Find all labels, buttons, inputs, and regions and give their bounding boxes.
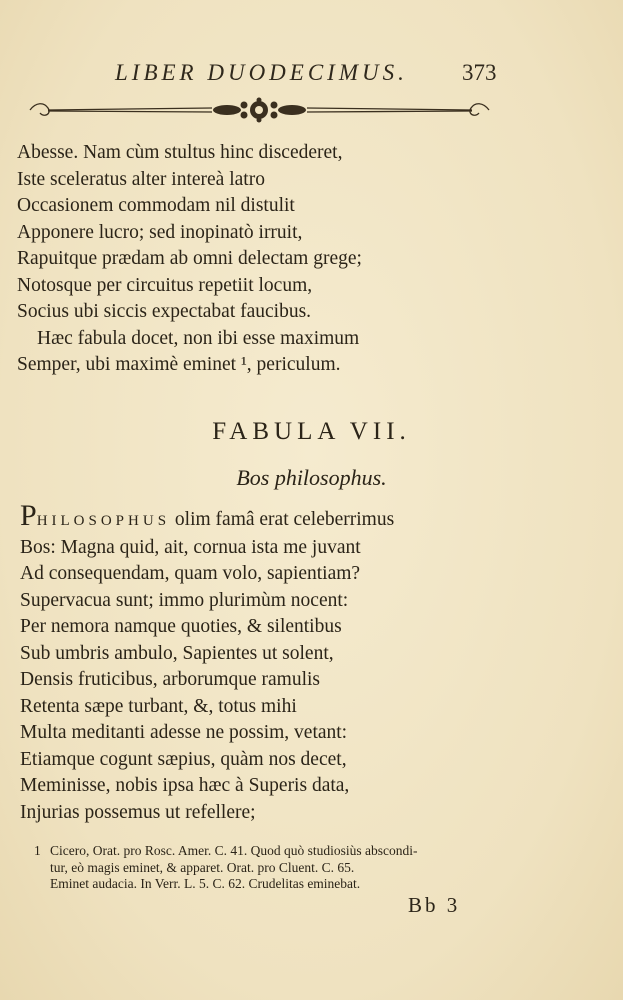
verse-line: Bos: Magna quid, ait, cornua ista me juvant — [20, 536, 361, 558]
signature-mark: Bb 3 — [408, 893, 461, 917]
footnote-line: Eminet audacia. In Verr. L. 5. C. 62. Crudelitas eminebat. — [50, 876, 361, 891]
moral-line: Semper, ubi maximè eminet ¹, periculum. — [17, 354, 341, 375]
footnote-marker: 1 — [34, 843, 41, 858]
verse-line: Retenta sæpe turbant, &, totus mihi — [20, 695, 297, 717]
moral-line: Hæc fabula docet, non ibi esse maximum — [37, 327, 360, 349]
verse-line: Socius ubi siccis expectabat faucibus. — [17, 301, 312, 322]
footnote-line: tur, eò magis eminet, & apparet. Orat. pro Cluent. C. 65. — [50, 859, 355, 875]
fable-title: FABULA VII. — [212, 418, 411, 445]
decorative-rule-ornament — [22, 96, 497, 124]
verse-line: Ad consequendam, quam volo, sapientiam? — [20, 563, 361, 584]
verse-line: Densis fruticibus, arborumque ramulis — [20, 669, 321, 690]
verse-line: Sub umbris ambulo, Sapientes ut solent, — [20, 642, 334, 664]
footnotes — [36, 843, 417, 893]
verse-line: Rapuitque prædam ab omni delectam grege; — [17, 248, 362, 269]
fable-first-line — [20, 499, 395, 535]
verse-line: Notosque per circuitus repetiit locum, — [17, 274, 313, 296]
verse-line: Multa meditanti adesse ne possim, vetant: — [20, 722, 348, 743]
fable-verse-block — [20, 499, 395, 826]
verse-line: Etiamque cogunt sæpius, quàm nos decet, — [20, 748, 347, 770]
verse-line: Supervacua sunt; immo plurimùm nocent: — [20, 589, 349, 611]
verse-line: Iste sceleratus alter intereà latro — [17, 168, 265, 190]
verse-line: Occasionem commodam nil distulit — [17, 195, 295, 216]
verse-line: Per nemora namque quoties, & silentibus — [20, 616, 342, 637]
preceding-verse-block — [17, 140, 362, 379]
running-head — [0, 58, 623, 90]
fable-subtitle: Bos philosophus. — [236, 465, 387, 490]
verse-line: Apponere lucro; sed inopinatò irruit, — [17, 221, 303, 243]
verse-line: Abesse. Nam cùm stultus hinc discederet, — [17, 142, 343, 163]
verse-line: Meminisse, nobis ipsa hæc à Superis data, — [20, 775, 350, 796]
drop-cap: P — [20, 499, 37, 532]
running-title: LIBER DUODECIMUS. — [115, 60, 408, 85]
footnote-line: Cicero, Orat. pro Rosc. Amer. C. 41. Quod quò studiosiùs abscondi- — [50, 843, 418, 858]
first-line-text: olim famâ erat celeberrimus — [170, 509, 395, 530]
verse-line: Injurias possemus ut refellere; — [20, 801, 256, 823]
page-number: 373 — [462, 60, 497, 85]
first-word-small-caps: HILOSOPHUS — [36, 513, 171, 529]
